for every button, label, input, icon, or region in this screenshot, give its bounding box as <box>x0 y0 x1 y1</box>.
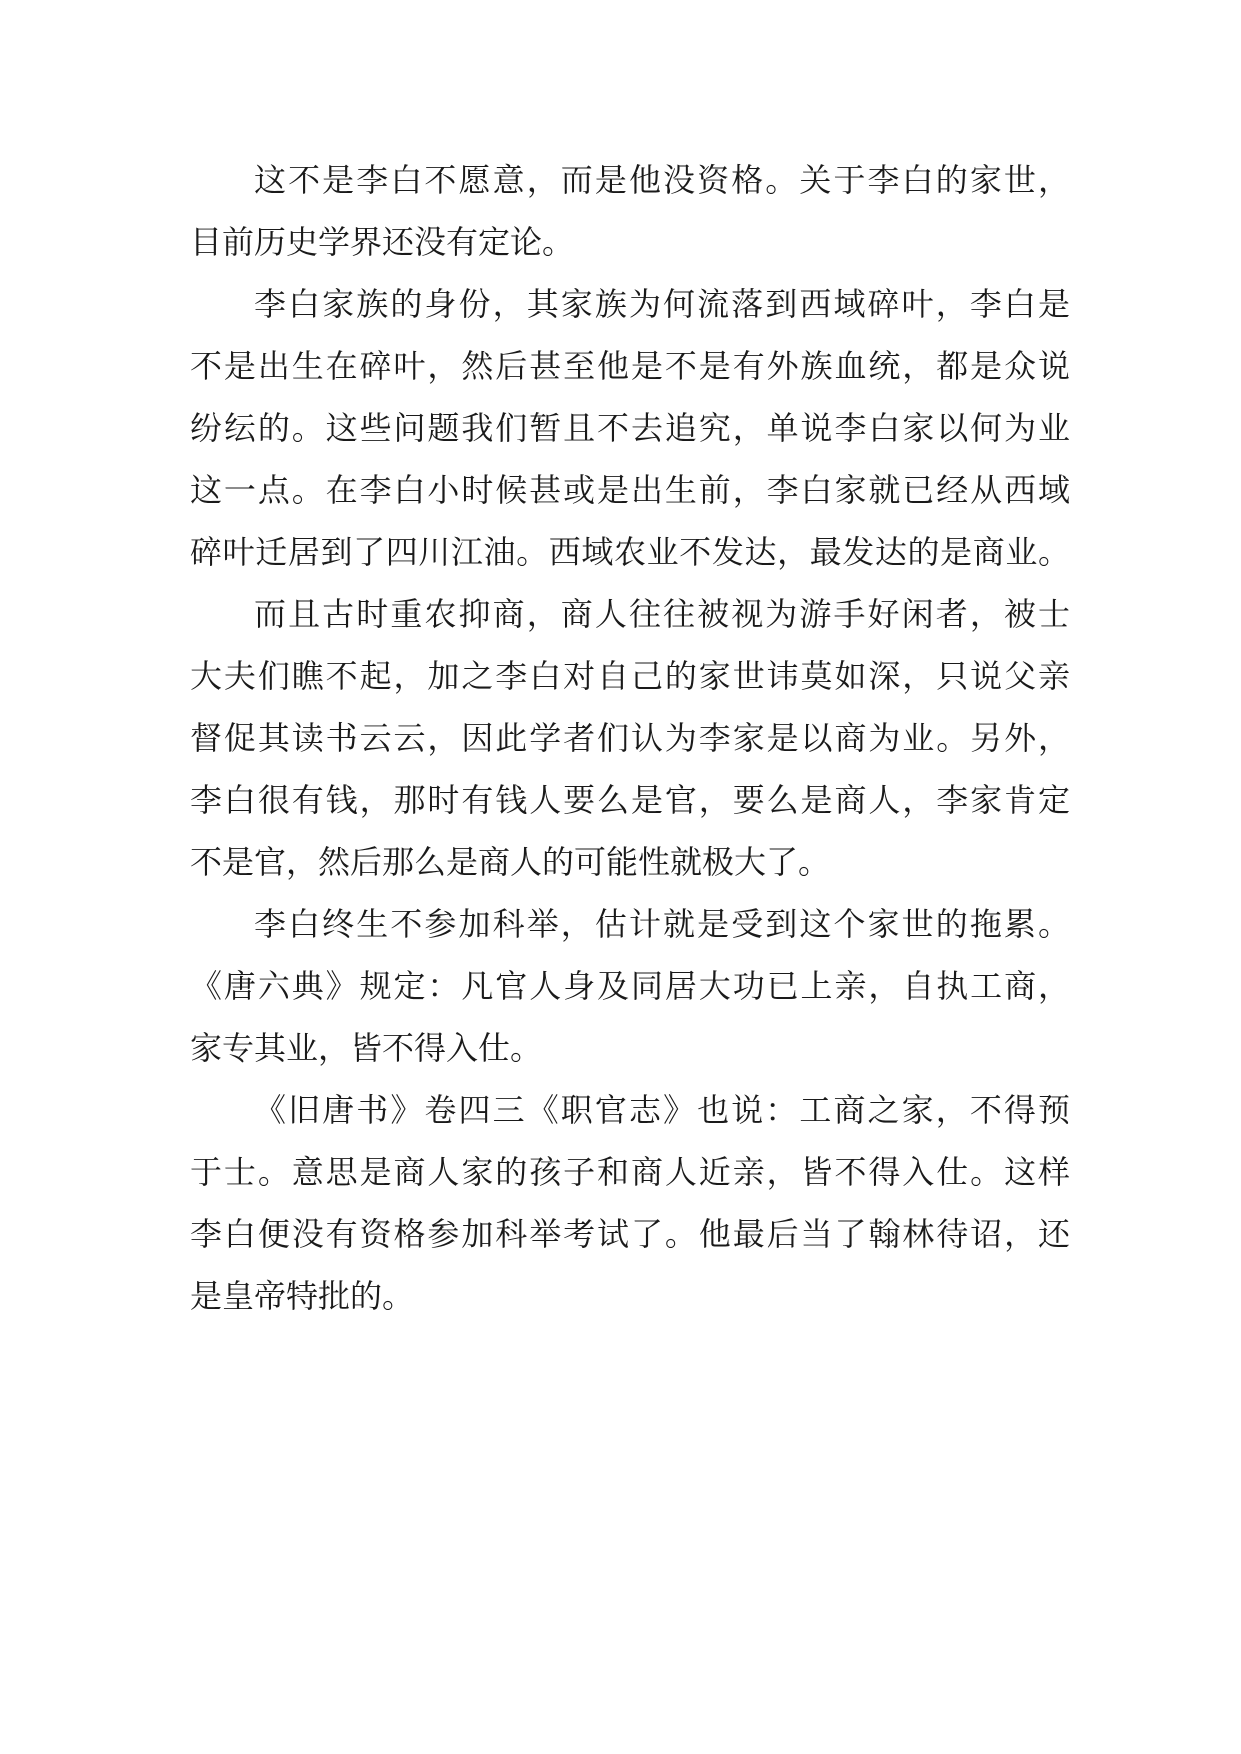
paragraph-2-line-4: 这一点。在李白小时候甚或是出生前，李白家就已经从西域 <box>190 471 1070 509</box>
paragraph-3-line-5: 不是官，然后那么是商人的可能性就极大了。 <box>190 843 831 881</box>
paragraph-3-line-4: 李白很有钱，那时有钱人要么是官，要么是商人，李家肯定 <box>190 781 1070 819</box>
paragraph-5-line-2: 于士。意思是商人家的孩子和商人近亲，皆不得入仕。这样 <box>190 1153 1070 1191</box>
paragraph-2-line-3: 纷纭的。这些问题我们暂且不去追究，单说李白家以何为业 <box>190 409 1070 447</box>
paragraph-3-line-2: 大夫们瞧不起，加之李白对自己的家世讳莫如深，只说父亲 <box>190 657 1070 695</box>
paragraph-3-line-1: 而且古时重农抑商，商人往往被视为游手好闲者，被士 <box>254 595 1070 633</box>
document-body <box>190 160 1070 1338</box>
paragraph-5-line-3: 李白便没有资格参加科举考试了。他最后当了翰林待诏，还 <box>190 1215 1070 1253</box>
paragraph-4-line-2: 《唐六典》规定：凡官人身及同居大功已上亲，自执工商， <box>190 967 1070 1005</box>
paragraph-1-line-1: 这不是李白不愿意，而是他没资格。关于李白的家世， <box>254 161 1070 199</box>
paragraph-2-line-2: 不是出生在碎叶，然后甚至他是不是有外族血统，都是众说 <box>190 347 1070 385</box>
paragraph-3-line-3: 督促其读书云云，因此学者们认为李家是以商为业。另外， <box>190 719 1070 757</box>
paragraph-2-line-5: 碎叶迁居到了四川江油。西域农业不发达，最发达的是商业。 <box>190 533 1070 571</box>
paragraph-1-line-2: 目前历史学界还没有定论。 <box>190 223 575 261</box>
paragraph-4-line-1: 李白终生不参加科举，估计就是受到这个家世的拖累。 <box>254 905 1070 943</box>
paragraph-5-line-1: 《旧唐书》卷四三《职官志》也说：工商之家，不得预 <box>254 1091 1070 1129</box>
paragraph-4-line-3: 家专其业，皆不得入仕。 <box>190 1029 543 1067</box>
paragraph-2-line-1: 李白家族的身份，其家族为何流落到西域碎叶，李白是 <box>254 285 1070 323</box>
paragraph-5-line-4: 是皇帝特批的。 <box>190 1277 415 1315</box>
